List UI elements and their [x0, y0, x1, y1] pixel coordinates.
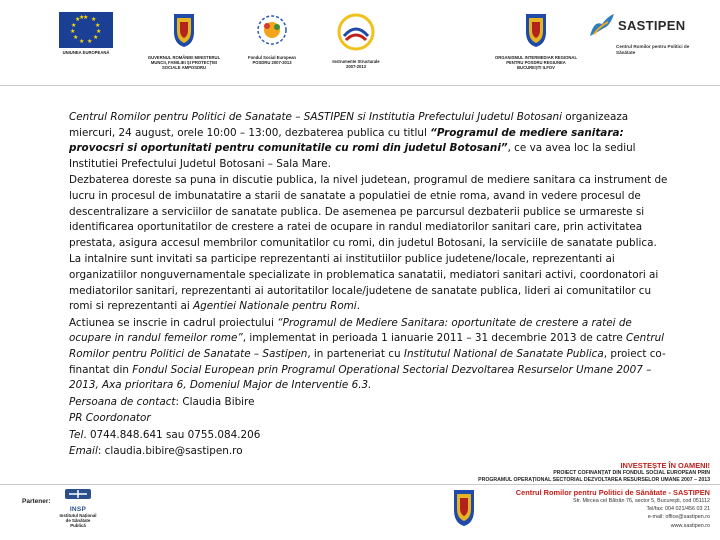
- contact-person-name: Claudia Bibire: [182, 395, 255, 408]
- invitees-text: La intalnire sunt invitati sa participe reprezentanti ai institutiilor publice judetene/locale, reprezentanti ai organizatiilor nonguvernamentale specializate in problematica sanatatii, mediatori sanitari activi, coordonatori ai mediatorilor sanitari, reprezentanti ai autoritatilor locale/judetene de sanatate publica, lideri ai comunitatilor cu romi si reprezentanti ai: [69, 253, 659, 313]
- organization-email[interactable]: e-mail: office@sastipen.ro: [647, 514, 710, 521]
- footer-crest-icon: [452, 488, 476, 528]
- organization-address: Str. Mircea cel Bătrân 76, sector 5, București, cod 051112: [572, 498, 710, 504]
- sastipen-caption: Centrul Romilor pentru Politici de Sănătate: [616, 44, 690, 55]
- email-label: Email: [69, 445, 98, 458]
- organization-contact-block: [474, 488, 710, 530]
- project-implementer: Centrul Romilor pentru Politici de Sanatate – Sastipen: [69, 332, 665, 360]
- header-divider: [0, 85, 720, 86]
- project-text-c: , in parteneriat cu: [307, 347, 404, 360]
- contact-email-line: [69, 444, 675, 460]
- structural-instruments-icon: [336, 12, 376, 52]
- contact-phone-line: [69, 428, 675, 444]
- phone-value: . 0744.848.641 sau 0755.084.206: [83, 428, 261, 441]
- government-logo-caption: GUVERNUL ROMÂNIEI MINISTERUL MUNCII, FAMILIEI ȘI PROTECȚIEI SOCIALE AMPOSDRU: [147, 55, 221, 70]
- fse-logo: [240, 12, 304, 65]
- partner-label: Partener:: [22, 498, 51, 505]
- contact-role-line: [69, 411, 675, 427]
- organization-telfax: Tel/fax: 004 021/456 03 21: [646, 506, 710, 513]
- project-text-d: , proiect co-finantat din: [69, 347, 666, 376]
- intermediate-body-logo: [494, 12, 578, 70]
- structural-instruments-caption: Instrumente Structurale 2007-2013: [332, 59, 380, 69]
- insp-caption: Institutul Național de Sănătate Publică: [59, 513, 97, 529]
- agency-name: Agentiei Nationale pentru Romi: [193, 300, 357, 313]
- structural-instruments-logo: [330, 12, 382, 69]
- intermediate-body-caption: ORGANISMUL INTERMEDIAR REGIONAL PENTRU POSDRU REGIUNEA BUCUREȘTI ILFOV: [494, 55, 578, 70]
- government-logo: [142, 12, 226, 70]
- paragraph-intro: [69, 110, 675, 172]
- insp-logo: [58, 487, 98, 529]
- sastipen-logo: [588, 12, 708, 55]
- organization-name: Centrul Romilor pentru Politici de Sănătate - SASTIPEN: [515, 488, 710, 497]
- sastipen-mark-icon: [588, 12, 616, 38]
- project-line-2: PROGRAMUL OPERAȚIONAL SECTORIAL DEZVOLTAREA RESURSELOR UMANE 2007 – 2013: [478, 476, 710, 483]
- footer-divider: [0, 484, 720, 485]
- eu-logo: [56, 12, 116, 55]
- eu-flag-icon: ★ ★ ★ ★ ★ ★ ★ ★ ★ ★ ★ ★: [59, 12, 113, 48]
- project-partner: Institutul National de Sanatate Publica: [403, 347, 604, 360]
- insp-mark-icon: [63, 487, 93, 501]
- paragraph-purpose: Dezbaterea doreste sa puna in discutie publica, la nivel judetean, programul de mediere sanitara ca instrument de lucru in procesul de imbunatatire a starii de sanatate a populatiei de etnie roma, avand in vedere procesul de descentralizare a serviciilor de sanatate publica. De asemenea pe parcursul dezbaterii publice se urmareste si identificarea oportunitatilor de crestere a ratei de ocupare in randul mediatorilor sanitari care, prin activitatea prestata, asigura accesul membrilor comunitatilor cu romi, din judetul Botosani, la serviciile de sanatate publica.: [69, 174, 668, 249]
- romania-crest-icon-2: [523, 12, 549, 48]
- press-release-body: [69, 110, 675, 461]
- project-text-b: , implementat in perioada 1 ianuarie 2011 – 31 decembrie 2013 de catre: [242, 332, 627, 345]
- invitees-end: .: [356, 300, 361, 313]
- contact-person-line: [69, 395, 675, 411]
- project-text-a: Actiunea se inscrie in cadrul proiectului: [69, 316, 278, 329]
- eu-logo-caption: UNIUNEA EUROPEANĂ: [62, 50, 110, 55]
- header-logo-strip: [0, 0, 720, 80]
- romania-crest-icon: [171, 12, 197, 48]
- project-funding: Fondul Social European prin Programul Operational Sectorial Dezvoltarea Resurselor Umane 2007 – 2013, Axa prioritara 6, Domeniul Major de Interventie 6.3.: [69, 363, 652, 392]
- contact-person-sep: :: [175, 395, 183, 408]
- intro-organizers: Centrul Romilor pentru Politici de Sanatate – SASTIPEN si Institutia Prefectului Judetul Botosani: [69, 111, 562, 123]
- fse-logo-caption: Fondul Social European POSDRU 2007-2013: [248, 55, 296, 65]
- insp-name: INSP: [69, 506, 87, 513]
- intro-text-a: organizeaza miercuri, 24 august, orele 10:00 – 13:00, dezbaterea publica cu titlul: [69, 111, 629, 139]
- intro-text-b: , ce va avea loc la sediul Institutiei Prefectului Judetul Botosani – Sala Mare.: [69, 142, 636, 170]
- sastipen-logo-row: [588, 12, 708, 38]
- organization-website[interactable]: www.sastipen.ro: [670, 522, 710, 529]
- invest-slogan: INVESTEȘTE ÎN OAMENI!: [620, 461, 710, 470]
- project-title: “Programul de Mediere Sanitara: oportunitate de crestere a ratei de ocupare in randul femeilor rome”: [69, 316, 632, 345]
- sastipen-name: SASTIPEN: [618, 17, 686, 33]
- fse-mark-icon: [250, 12, 294, 48]
- email-value[interactable]: : claudia.bibire@sastipen.ro: [97, 445, 243, 458]
- contact-role: PR Coordonator: [69, 412, 151, 425]
- paragraph-invitees: [69, 252, 675, 314]
- project-cofinancing-block: [450, 461, 710, 483]
- paragraph-project: [69, 316, 675, 394]
- phone-label: Tel: [69, 428, 84, 441]
- contact-person-label: Persoana de contact: [69, 395, 176, 408]
- project-line-1: PROIECT COFINANȚAT DIN FONDUL SOCIAL EUROPEAN PRIN: [553, 470, 710, 476]
- program-title: “Programul de mediere sanitara: provocsri si oportunitati pentru comunitatile cu romi din judetul Botosani”: [69, 126, 624, 155]
